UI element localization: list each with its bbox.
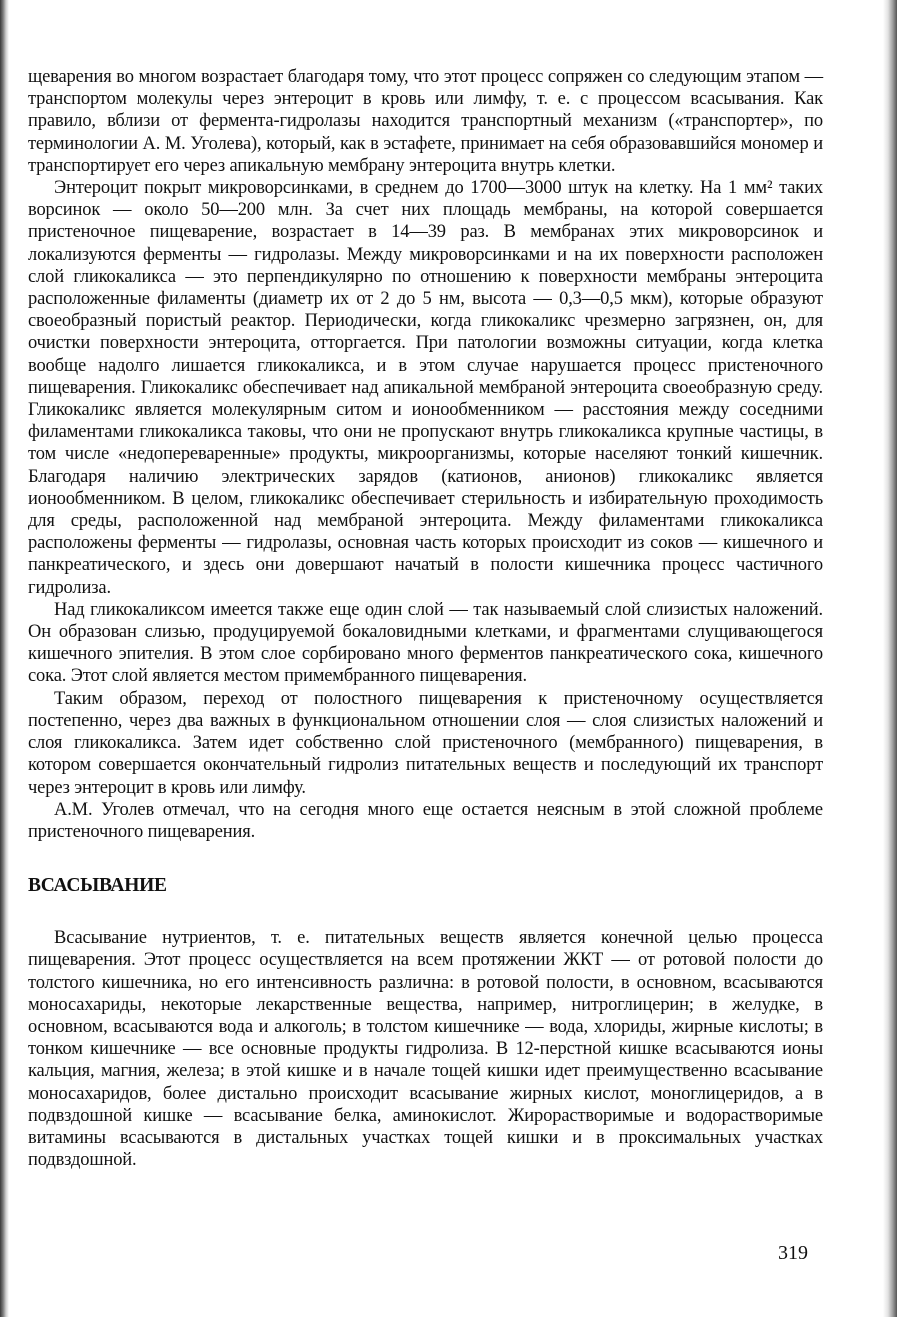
paragraph-mucus-layer: Над гликокаликсом имеется также еще один слой — так называемый слой слизистых наложений. Он образован слизью, продуцируемой бокаловидными клетками, и фрагментами слущивающегося кишечного эпителия. В этом слое сорбировано много ферментов панкреатического сока, кишечного сока. Этот слой является местом примембранного пищеварения.	[28, 599, 823, 687]
paragraph-continuation: щеварения во многом возрастает благодаря тому, что этот процесс сопряжен со следующим этапом — транспортом молекулы через энтероцит в кровь или лимфу, т. е. с процессом всасывания. Как правило, вблизи от фермента-гидролазы находится транспортный механизм («транспортер», по терминологии А. М. Уголева), который, как в эстафете, принимает на себя образовавшийся мономер и транспортирует его через апикальную мембрану энтероцита внутрь клетки.	[28, 67, 823, 176]
scan-shadow-left	[0, 0, 9, 1317]
scan-shadow-right	[883, 0, 897, 1317]
paragraph-transition: Таким образом, переход от полостного пищеварения к пристеночному осуществляется постепенно, через два важных в функциональном отношении слоя — слоя слизистых наложений и слоя гликокаликса. Затем идет собственно слой пристеночного (мембранного) пищеварения, в котором совершается окончательный гидролиз питательных веществ и последующий их транспорт через энтероцит в кровь или лимфу.	[28, 688, 823, 798]
section-heading-absorption: ВСАСЫВАНИЕ	[28, 875, 167, 897]
paragraph-absorption: Всасывание нутриентов, т. е. питательных веществ является конечной целью процесса пищеварения. Этот процесс осуществляется на всем протяжении ЖКТ — от ротовой полости до толстого кишечника, но его интенсивность различна: в ротовой полости, в основном, всасываются моносахариды, некоторые лекарственные вещества, например, нитроглицерин; в желудке, в основном, всасываются вода и алкоголь; в толстом кишечнике — вода, хлориды, жирные кислоты; в тонком кишечнике — все основные продукты гидролиза. В 12-перстной кишке всасываются ионы кальция, магния, железа; в этой кишке и в начале тощей кишки идет преимущественно всасывание моносахаридов, более дистально происходит всасывание жирных кислот, моноглицеридов, а в подвздошной кишке — всасывание белка, аминокислот. Жирорастворимые и водорастворимые витамины всасываются в дистальных участках тощей кишки и в проксимальных участках подвздошной.	[28, 928, 823, 1171]
paragraph-microvilli-glycocalyx: Энтероцит покрыт микроворсинками, в среднем до 1700—3000 штук на клетку. На 1 мм² таких ворсинок — около 50—200 млн. За счет них площадь мембраны, на которой совершается пристеночное пищеварение, возрастает в 14—39 раз. В мембранах этих микроворсинок и локализуются ферменты — гидролазы. Между микроворсинками и на их поверхности расположен слой гликокаликса — это перпендикулярно по отношению к поверхности мембраны энтероцита расположенные филаменты (диаметр их от 2 до 5 нм, высота — 0,3—0,5 мкм), которые образуют своеобразный пористый реактор. Периодически, когда гликокаликс чрезмерно загрязнен, он, для очистки поверхности энтероцита, отторгается. При патологии возможны ситуации, когда клетка вообще надолго лишается гликокаликса, и в этом случае нарушается процесс пристеночного пищеварения. Гликокаликс обеспечивает над апикальной мембраной энтероцита своеобразную среду. Гликокаликс является молекулярным ситом и ионообменником — расстояния между соседними филаментами гликокаликса таковы, что они не пропускают внутрь гликокаликса крупные частицы, в том числе «недопереваренные» продукты, микроорганизмы, которые населяют тонкий кишечник. Благодаря наличию электрических зарядов (катионов, анионов) гликокаликс является ионообменником. В целом, гликокаликс обеспечивает стерильность и избирательную проходимость для среды, расположенной над мембраной энтероцита. Между филаментами гликокаликса расположены ферменты — гидролазы, основная часть которых происходит из соков — кишечного и панкреатического, и здесь они довершают начатый в полости кишечника процесс частичного гидролиза.	[28, 178, 823, 598]
page-body	[28, 66, 823, 1171]
paragraph-ugolev-note: А.М. Уголев отмечал, что на сегодня много еще остается неясным в этой сложной проблеме пристеночного пищеварения.	[28, 799, 823, 842]
page-number: 319	[778, 1242, 808, 1264]
